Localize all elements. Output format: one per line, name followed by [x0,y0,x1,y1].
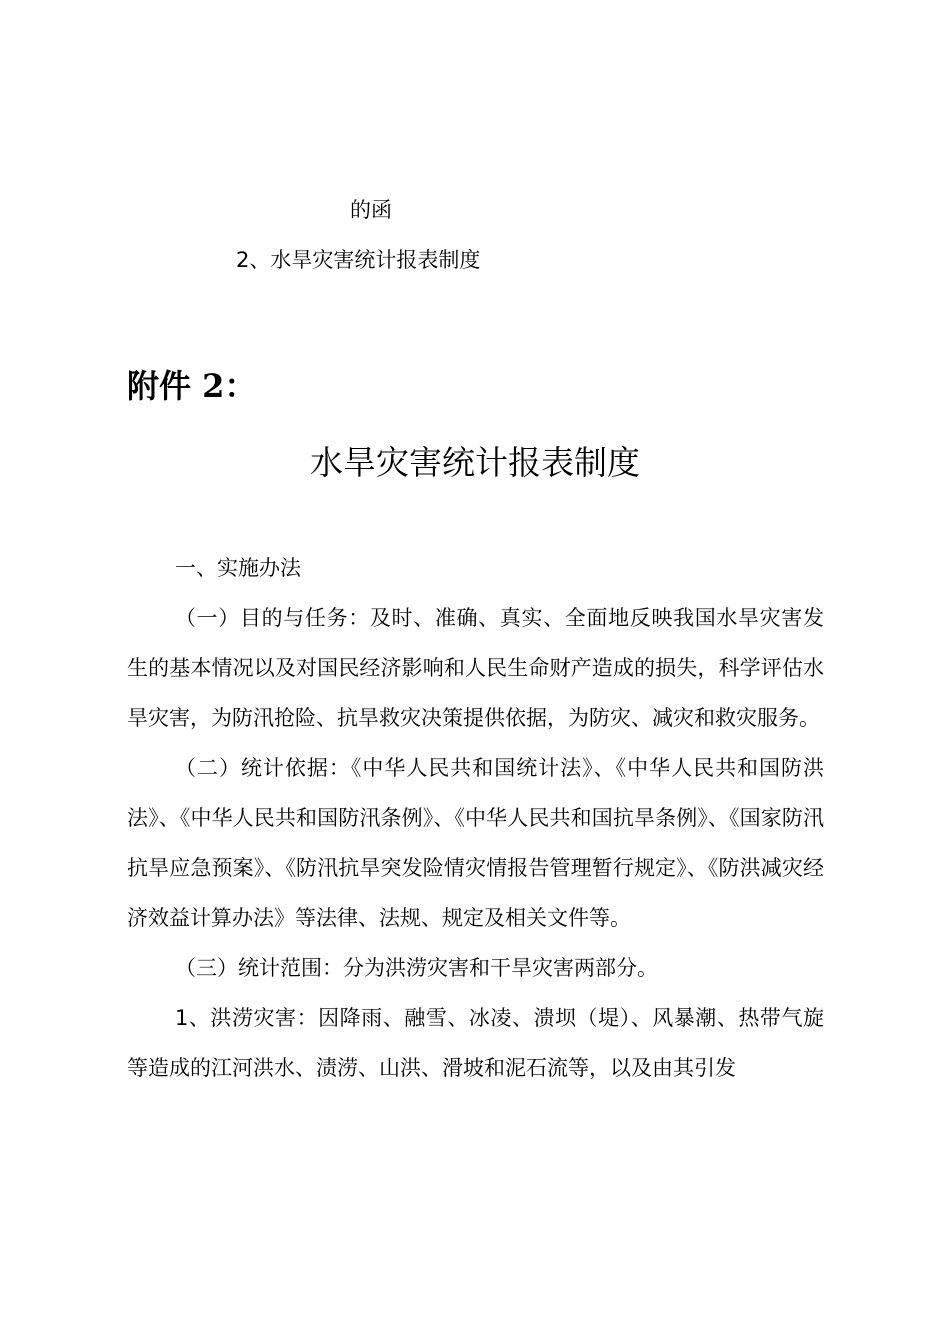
document-title: 水旱灾害统计报表制度 [310,443,640,482]
document-body [127,543,824,1093]
section-heading: 一、实施办法 [175,556,301,580]
header-line-2: 2、水旱灾害统计报表制度 [236,248,481,272]
paragraph-purpose: （一）目的与任务：及时、准确、真实、全面地反映我国水旱灾害发生的基本情况以及对国民经济影响和人民生命财产造成的损失，科学评估水旱灾害，为防汛抢险、抗旱救灾决策提供依据，为防灾、减灾和救灾服务。 [127,606,824,730]
paragraph-scope: （三）统计范围：分为洪涝灾害和干旱灾害两部分。 [175,956,658,980]
paragraph-flood-disaster: 1、洪涝灾害：因降雨、融雪、冰凌、溃坝（堤）、风暴潮、热带气旋等造成的江河洪水、渍涝、山洪、滑坡和泥石流等，以及由其引发 [127,1006,824,1080]
paragraph-basis: （二）统计依据：《中华人民共和国统计法》、《中华人民共和国防洪法》、《中华人民共和国防汛条例》、《中华人民共和国抗旱条例》、《国家防汛抗旱应急预案》、《防汛抗旱突发险情灾情报告管理暂行规定》、《防洪减灾经济效益计算办法》等法律、法规、规定及相关文件等。 [127,756,824,930]
header-line-1: 的函 [350,198,392,222]
attachment-label: 附件 2： [127,367,257,405]
